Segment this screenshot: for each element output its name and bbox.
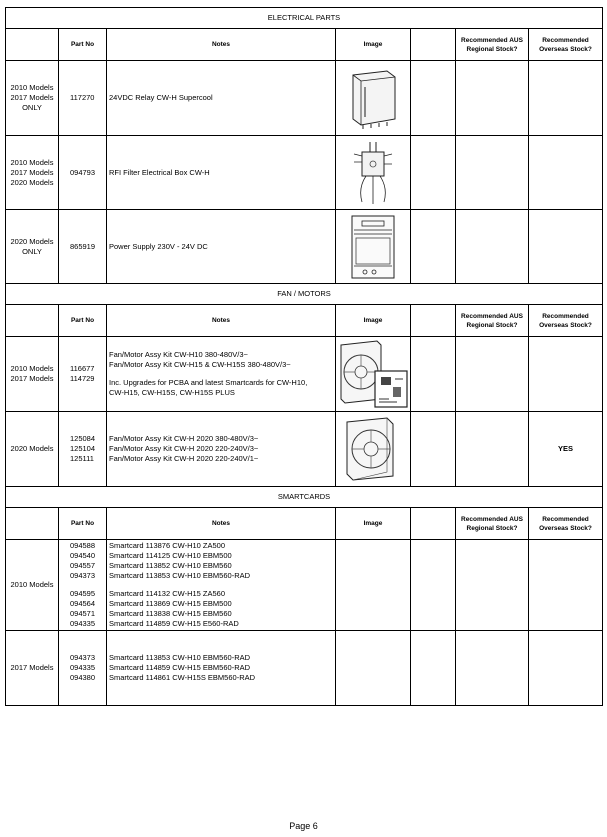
- fan-motor-with-pcb-image: [336, 337, 411, 412]
- notes-cell: Fan/Motor Assy Kit CW-H 2020 380-480V/3~ Fan/Motor Assy Kit CW-H 2020 220-240V/3~ Fan/Motor Assy Kit CW-H 2020 220-240V/1~: [107, 412, 336, 487]
- header-aus-stock: Recommended AUS Regional Stock?: [456, 508, 529, 540]
- part-number-cell: 094373 094335 094380: [59, 631, 107, 706]
- part-number: 094793: [59, 136, 107, 210]
- model-cell: 2010 Models: [6, 540, 59, 631]
- header-aus-stock: Recommended AUS Regional Stock?: [456, 305, 529, 337]
- rfi-filter-image: [336, 136, 411, 210]
- table-row: [6, 337, 603, 412]
- header-part-no: Part No: [59, 508, 107, 540]
- table-row: [6, 61, 603, 136]
- model-cell: 2010 Models 2017 Models ONLY: [6, 61, 59, 136]
- overseas-stock-value: YES: [529, 412, 603, 487]
- table-row: [6, 412, 603, 487]
- column-header-row: [6, 508, 603, 540]
- part-number: 117270: [59, 61, 107, 136]
- model-cell: 2010 Models 2017 Models: [6, 337, 59, 412]
- section-title-smartcards: SMARTCARDS: [6, 487, 603, 508]
- overseas-stock-value: [529, 337, 603, 412]
- notes-cell: 24VDC Relay CW-H Supercool: [107, 61, 336, 136]
- page-footer: Page 6: [289, 821, 318, 831]
- column-header-row: [6, 29, 603, 61]
- notes-cell: Fan/Motor Assy Kit CW-H10 380-480V/3~ Fan/Motor Assy Kit CW-H15 & CW-H15S 380-480V/3~ Inc. Upgrades for PCBA and latest Smartcards for CW-H10, CW-H15, CW-H15S, CW-H15S PLUS: [107, 337, 336, 412]
- notes-cell: Smartcard 113876 CW-H10 ZA500 Smartcard 114125 CW-H10 EBM500 Smartcard 113852 CW-H10 EBM560 Smartcard 113853 CW-H10 EBM560-RAD Smartcard 114132 CW-H15 ZA560 Smartcard 113869 CW-H15 EBM500 Smartcard 113838 CW-H15 EBM560 Smartcard 114859 CW-H15 E560-RAD: [107, 540, 336, 631]
- header-aus-stock: Recommended AUS Regional Stock?: [456, 29, 529, 61]
- header-overseas-stock: Recommended Overseas Stock?: [529, 508, 603, 540]
- model-cell: 2017 Models: [6, 631, 59, 706]
- model-cell: 2010 Models 2017 Models 2020 Models: [6, 136, 59, 210]
- table-row: [6, 210, 603, 284]
- header-notes: Notes: [107, 508, 336, 540]
- notes-cell: Power Supply 230V - 24V DC: [107, 210, 336, 284]
- parts-table: [5, 7, 603, 706]
- header-image: Image: [336, 305, 411, 337]
- header-image: Image: [336, 508, 411, 540]
- part-number-cell: 094588 094540 094557 094373 094595 094564 094571 094335: [59, 540, 107, 631]
- header-part-no: Part No: [59, 305, 107, 337]
- header-overseas-stock: Recommended Overseas Stock?: [529, 29, 603, 61]
- section-title-electrical: ELECTRICAL PARTS: [6, 8, 603, 29]
- power-supply-image: [336, 210, 411, 284]
- relay-image: [336, 61, 411, 136]
- table-row: [6, 631, 603, 706]
- model-cell: 2020 Models ONLY: [6, 210, 59, 284]
- part-number-cell: 125084 125104 125111: [59, 412, 107, 487]
- notes-cell: RFI Filter Electrical Box CW-H: [107, 136, 336, 210]
- fan-motor-image: [336, 412, 411, 487]
- column-header-row: [6, 305, 603, 337]
- table-row: [6, 540, 603, 631]
- header-part-no: Part No: [59, 29, 107, 61]
- model-cell: 2020 Models: [6, 412, 59, 487]
- header-notes: Notes: [107, 305, 336, 337]
- part-number-cell: 116677 114729: [59, 337, 107, 412]
- table-row: [6, 136, 603, 210]
- header-overseas-stock: Recommended Overseas Stock?: [529, 305, 603, 337]
- header-notes: Notes: [107, 29, 336, 61]
- part-number: 865919: [59, 210, 107, 284]
- header-image: Image: [336, 29, 411, 61]
- notes-cell: Smartcard 113853 CW-H10 EBM560-RAD Smartcard 114859 CW-H15 EBM560-RAD Smartcard 114861 CW-H15S EBM560-RAD: [107, 631, 336, 706]
- section-title-fan: FAN / MOTORS: [6, 284, 603, 305]
